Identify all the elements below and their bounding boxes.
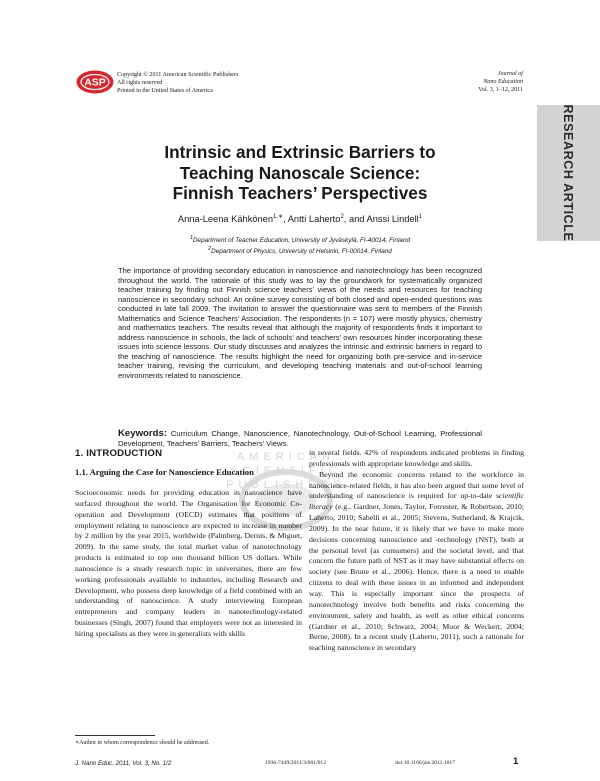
research-article-label: RESEARCH ARTICLE: [561, 104, 575, 242]
left-column: [75, 488, 302, 640]
research-article-tab: [537, 105, 600, 241]
author-name: Antti Laherto: [287, 214, 341, 225]
watermark-text: SCIENTIFIC: [230, 465, 342, 477]
affiliation: [100, 234, 500, 245]
author-separator: , and: [343, 214, 367, 225]
affiliation-text: Department of Teacher Education, University of Jyväskylä, FI-40014, Finland: [192, 237, 411, 245]
paragraph-text: Beyond the economic concerns related to the workforce in nanoscience-related fields, it has also been argued that some level of understanding of nanoscience is required for up-to-date: [309, 469, 524, 501]
footnote: ∗Author to whom correspondence should be addressed.: [75, 740, 210, 746]
rights-line: All rights reserved: [117, 80, 163, 86]
author-name: Anssi Lindell: [366, 214, 419, 225]
author-sup: 1: [418, 214, 423, 220]
subsection-heading: 1.1. Arguing the Case for Nanoscience Education: [75, 467, 254, 477]
affiliation: [100, 245, 500, 256]
paragraph: [309, 470, 524, 654]
emphasis-text: scientific literacy: [309, 491, 524, 512]
paragraph-text: (e.g., Gardner, Jones, Taylor, Forrester, & Robertson, 2010; Laherto, 2010; Sabelli et al., 2005; Stevens, Sutherland, & Krajcik, 2009). In the near future, it is likely that we have to make more decisions concerning nanoscience and -technology (NST), both at the personal level (as consumers) and the societal level, and that concern the future path of NST as it may have substantial effects on society (see Brune et al., 2006). Hence, there is a need to enable citizens to deal with these issues in an informed and independent way. This is especially important since the prospects of nanotechnology involve both benefits and risks concerning the environment, safety and health, as well as other ethical concerns (Gardner et al., 2010; Schwarz, 2004; Moor & Weckert, 2004; Berne, 2008). In a recent study (Laherto, 2011), such a rationale for teaching nanoscience in secondary: [309, 502, 524, 653]
title-line: Intrinsic and Extrinsic Barriers to: [164, 142, 436, 162]
affiliations: [100, 234, 500, 256]
footnote-rule: [75, 735, 155, 736]
volume-line: Vol. 3, 1–12, 2011: [478, 86, 523, 93]
watermark-text: AMERICAN: [236, 451, 336, 463]
author-sup: 2: [340, 214, 344, 220]
copyright-line: Copyright © 2011 American Scientific Publishers: [117, 72, 239, 78]
printed-line: Printed in the United States of America: [117, 88, 213, 94]
author-list: [100, 213, 500, 224]
section-heading: 1. INTRODUCTION: [75, 448, 163, 459]
watermark-text: PUBLISHERS: [226, 479, 346, 491]
right-column: [309, 448, 524, 654]
footer-doi[interactable]: doi:10.1166/jne.2011.1017: [395, 760, 456, 766]
journal-of: Journal of: [497, 71, 523, 77]
author-name: Anna-Leena Kähkönen: [177, 214, 274, 225]
keywords-label: Keywords:: [118, 428, 168, 439]
paragraph: Socioeconomic needs for providing education in nanoscience have surfaced throughout the world. The Organisation for Economic Co-operation and Development (OECD) estimates that positions of employment relating to nanoscience are expected to increase in number by 2 million by the year 2015, worldwide (Palmberg, Dernis, & Miguet, 2009). In the same study, the total market value of nanotechnology products is estimated to top one thousand billion US dollars. While nanoscience is a steady research topic in universities, there are few working professionals available to industries, including Research and Development, who possess deep knowledge of a field combined with an understanding of nanoscience. A study interviewing European entrepreneurs and company leaders in nanotechnology-related businesses (Singh, 2007) found that employers were not as interested in hiring specialists as they were in generalists with skills: [75, 488, 302, 638]
footer-issn: 1936-7449/2011/3/001/012: [265, 760, 327, 766]
asp-logo: [76, 70, 114, 94]
copyright-block: [117, 71, 238, 95]
logo-text: ASP: [84, 76, 106, 89]
affiliation-text: Department of Physics, University of Helsinki, FI-00014, Finland: [211, 248, 392, 256]
abstract: The importance of providing secondary education in nanoscience and nanotechnology has been recognized throughout the world. The rationale of this study was to lay the groundwork for systematically organized teacher training by finding out Finnish science teachers’ views of the needs and resources for teaching nanoscience in secondary school. An online survey consisting of both closed and open-ended questions was conducted in late fall 2009. The invitation to answer the questionnaire was sent to members of the Finnish Mathematics and Science Teachers’ Association. The respondents (n = 107) were mostly physics, chemistry and mathematics teachers. The results reveal that although the majority of respondents finds it important to address nanoscience in schools, the lack of schools’ and teachers’ own resources hinder incorporating these issues into science lessons. Our study discusses and analyzes the intrinsic and extrinsic barriers in regard to the teaching of nanoscience. The results highlight the need for organizing both pre-service and in-service teacher training, revising the curriculum, and developing teaching materials and out-of-school learning environments related to nanoscience.: [118, 266, 482, 381]
page-number: 1: [513, 756, 519, 767]
author-separator: ,: [283, 214, 288, 225]
affiliation-sup: 2: [208, 246, 212, 253]
article-title: [110, 142, 490, 204]
footer-journal: J. Nano Educ. 2011, Vol. 3, No. 1/2: [75, 760, 172, 767]
paragraph: in several fields. 42% of respondents indicated problems in finding professionals with appropriate knowledge and skills.: [309, 448, 524, 468]
title-line: Teaching Nanoscale Science:: [179, 162, 421, 183]
author-sup: 1,∗: [273, 214, 284, 220]
affiliation-sup: 1: [189, 235, 193, 241]
journal-info: [478, 71, 523, 94]
title-line: Finnish Teachers’ Perspectives: [172, 183, 428, 203]
keywords-text: Curriculum Change, Nanoscience, Nanotechnology, Out-of-School Learning, Professional Development, Teachers’ Barriers, Teachers’ Views.: [118, 429, 482, 448]
journal-name: Nano Education: [483, 78, 523, 85]
